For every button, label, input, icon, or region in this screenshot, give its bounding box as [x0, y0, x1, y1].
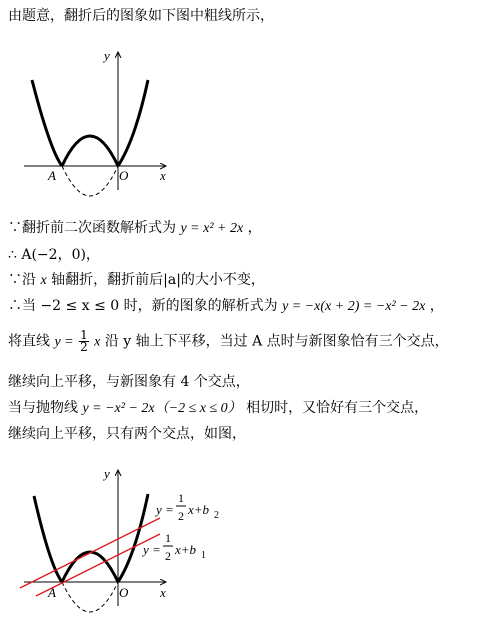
step-5-num: 1	[80, 328, 88, 342]
y-label-1: y	[104, 48, 110, 63]
line-b2-den: 2	[178, 509, 184, 523]
dashed-parabola-2	[62, 582, 118, 612]
line-b2-sub: 2	[214, 510, 219, 521]
intro-text: 由题意，翻折后的图象如下图中粗线所示，	[8, 8, 274, 24]
step-5-y-eq: y =	[54, 334, 74, 350]
step-6: 继续向上平移，与新图象有 4 个交点，	[8, 374, 250, 390]
line-label-b2	[154, 491, 219, 523]
step-3-post: 轴翻折，翻折前后|a|的大小不变，	[51, 272, 265, 288]
y-label-2: y	[104, 466, 110, 481]
step-8: 继续向上平移，只有两个交点，如图，	[8, 426, 246, 442]
bold-curve-right-2	[118, 494, 148, 582]
dashed-parabola-1	[62, 166, 118, 196]
origin-label-2: O	[119, 585, 129, 600]
bold-hump-2	[62, 552, 118, 582]
step-3-pre: ∵沿	[8, 272, 36, 288]
step-4-post: ，	[429, 298, 444, 314]
x-label-1: x	[160, 168, 166, 183]
origin-label-1: O	[119, 168, 129, 183]
step-7-post: 相切时，又恰好有三个交点，	[246, 400, 429, 416]
step-5-post: 沿 y 轴上下平移，当过 A 点时与新图象恰有三个交点，	[104, 333, 449, 350]
x-label-2: x	[160, 585, 166, 600]
line-b1-prefix: y =	[143, 542, 161, 557]
step-3	[8, 270, 265, 291]
line-b1-suffix: x+b	[175, 542, 197, 557]
step-1-pre: ∵翻折前二次函数解析式为	[8, 220, 176, 236]
line-b2-suffix: x+b	[188, 502, 210, 517]
step-4-formula: y = −x(x + 2) = −x² − 2x	[282, 299, 426, 314]
step-5-pre: 将直线	[8, 333, 50, 350]
point-A-label-2: A	[48, 585, 56, 600]
step-7-formula: y = −x² − 2x（−2 ≤ x ≤ 0）	[82, 401, 242, 416]
line-b1-sub: 1	[201, 550, 206, 561]
line-label-b1	[141, 531, 206, 563]
step-1-formula: y = x² + 2x	[180, 221, 244, 236]
point-A-label-1: A	[48, 168, 56, 183]
line-b1-den: 2	[165, 549, 171, 563]
step-2: ∴ A(−2，0)，	[8, 247, 100, 263]
step-1-post: ，	[247, 220, 262, 236]
step-4	[8, 296, 444, 317]
step-5-x: x	[94, 334, 101, 350]
bold-hump-1	[62, 136, 118, 166]
step-1	[8, 218, 262, 239]
step-5	[8, 330, 449, 353]
step-7-pre: 当与抛物线	[8, 400, 78, 416]
step-4-pre: ∴当 −2 ≤ x ≤ 0 时，新的图象的解析式为	[8, 298, 278, 314]
bold-curve-left-1	[32, 80, 62, 166]
step-5-den: 2	[80, 340, 88, 354]
line-b1-num: 1	[165, 531, 171, 545]
bold-curve-right-1	[118, 80, 148, 166]
line-b2-prefix: y =	[156, 502, 174, 517]
step-7	[8, 398, 428, 419]
step-3-x: x	[40, 273, 47, 288]
line-b2-num: 1	[178, 491, 184, 505]
step-5-fraction	[79, 330, 89, 353]
